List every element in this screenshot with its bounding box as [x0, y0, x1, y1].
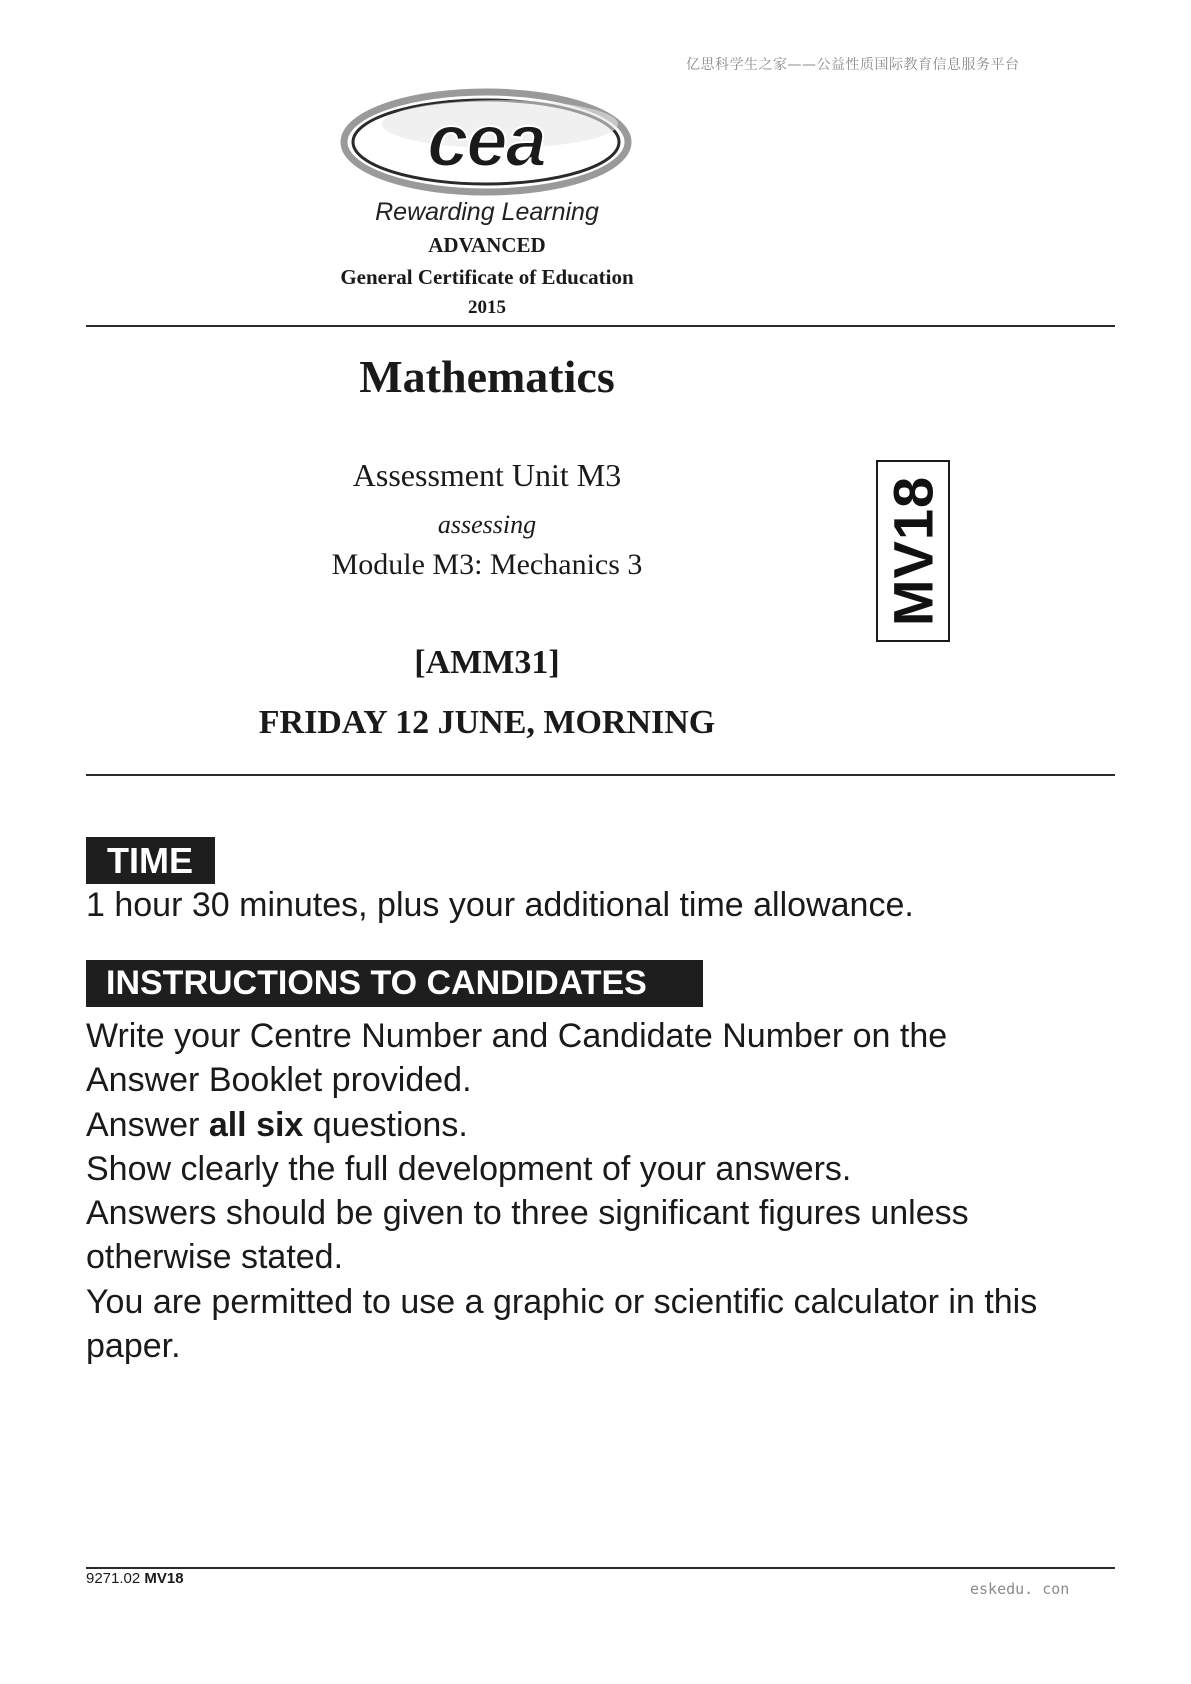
divider-middle	[86, 774, 1115, 776]
exam-date: FRIDAY 12 JUNE, MORNING	[258, 704, 716, 741]
exam-year: 2015	[468, 297, 506, 318]
certificate-name: General Certificate of Education	[340, 265, 634, 289]
instruction-line: Answers should be given to three significant figures unless	[86, 1194, 969, 1233]
instruction-line-answer	[86, 1103, 1037, 1147]
assessment-unit: Assessment Unit M3	[352, 457, 622, 493]
footer-code	[86, 1570, 184, 1587]
instruction-line: paper.	[86, 1327, 181, 1366]
divider-footer	[86, 1567, 1115, 1569]
exam-code: [AMM31]	[414, 644, 560, 681]
divider-top	[86, 325, 1115, 327]
instructions-heading: INSTRUCTIONS TO CANDIDATES	[86, 960, 703, 1007]
watermark-top: 亿思科学生之家——公益性质国际教育信息服务平台	[686, 57, 1020, 73]
logo-text: cea	[427, 99, 545, 182]
module-name: Module M3: Mechanics 3	[331, 548, 643, 581]
answer-emphasis: all six	[208, 1105, 304, 1144]
instructions-list	[86, 1014, 1037, 1368]
time-allowance-text: 1 hour 30 minutes, plus your additional time allowance.	[86, 886, 914, 924]
time-heading: TIME	[86, 837, 215, 884]
footer-code-number: 9271.02	[86, 1570, 141, 1587]
instruction-line: Show clearly the full development of your answers.	[86, 1149, 852, 1188]
answer-suffix: questions.	[303, 1105, 468, 1144]
paper-ref-box	[876, 460, 950, 642]
watermark-bottom: eskedu. con	[970, 1580, 1070, 1598]
logo-tagline: Rewarding Learning	[375, 198, 599, 226]
paper-ref-text: MV18	[881, 475, 945, 627]
instruction-line: You are permitted to use a graphic or scientific calculator in this	[86, 1282, 1038, 1321]
footer-paper-ref: MV18	[144, 1570, 184, 1587]
answer-prefix: Answer	[86, 1105, 209, 1144]
instruction-line: Write your Centre Number and Candidate Number on the	[86, 1017, 948, 1055]
cea-logo	[340, 88, 632, 196]
subject-title: Mathematics	[359, 351, 615, 402]
instruction-line: Answer Booklet provided.	[86, 1061, 472, 1100]
instruction-line: otherwise stated.	[86, 1238, 344, 1277]
qualification-level: ADVANCED	[428, 233, 546, 257]
assessing-label: assessing	[437, 510, 537, 539]
